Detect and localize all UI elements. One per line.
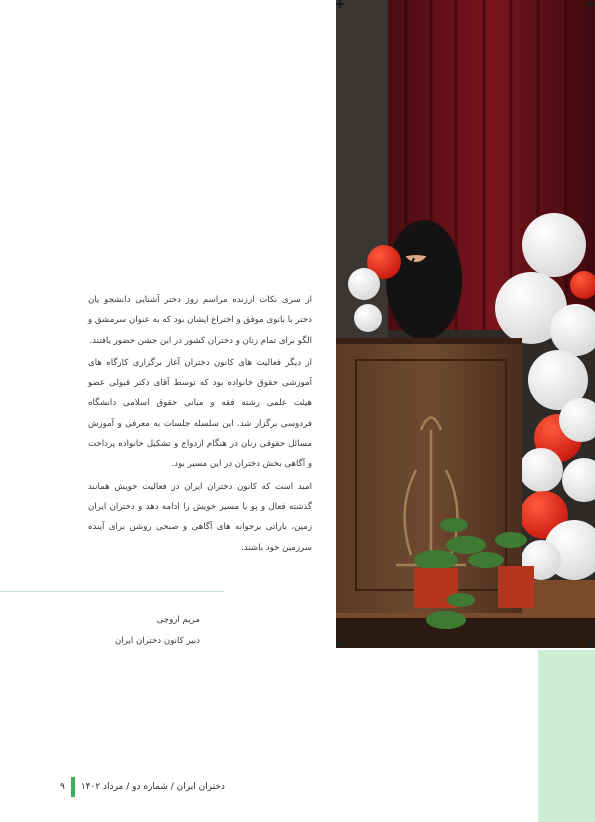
section-divider <box>0 591 224 592</box>
frame-corner-mark <box>587 0 595 8</box>
signature-block <box>88 610 200 652</box>
page-footer <box>60 777 225 797</box>
decorative-green-strip <box>538 650 595 822</box>
page-number: ۹ <box>60 782 65 792</box>
event-photo <box>336 0 595 648</box>
article-paragraph: از سری نکات ارزنده مراسم روز دختر آشنایی دانشجو یان دختر با بانوی موفق و اختراع ایشان بود که به عنوان سرمشق و الگو برای تمام زنان و دختران کشور در این جشن حضور یافتند. <box>88 295 312 346</box>
article-paragraph: امید است که کانون دختران ایران در فعالیت خویش همانند گذشته فعال و پو یا مسیر خویش را ادامه دهد و دختران ایران زمین، باراتی برجوانه های آگاهی و صبحی روشن برای آینده سرزمین خود باشند. <box>88 481 312 553</box>
frame-corner-mark <box>587 640 595 648</box>
speaker-at-podium-image <box>336 0 595 648</box>
author-name: مریم اروجی <box>156 615 200 625</box>
article-body <box>88 290 312 558</box>
frame-corner-mark <box>336 640 344 648</box>
footer-accent-bar <box>71 777 75 797</box>
publication-info: دختران ایران / شماره دو / مرداد ۱۴۰۲ <box>80 782 225 792</box>
article-paragraph: از دیگر فعالیت های کانون دختران آغاز برگزاری کارگاه های آموزشی حقوق خانواده بود که توسط آقای دکتر قبولی عضو هیئت علمی رشته فقه و مبانی حقوق اسلامی دانشگاه فردوسی برگزار شد. این سلسله جلسات به معرفی و آموزش مسائل حقوقی زنان در هنگام ازدواج و تشکیل خانواده پرداخت و آگاهی بخش دختران در این مسیر بود. <box>88 357 312 470</box>
author-role: دبیر کانون دختران ایران <box>115 636 200 646</box>
frame-corner-mark <box>336 0 344 8</box>
